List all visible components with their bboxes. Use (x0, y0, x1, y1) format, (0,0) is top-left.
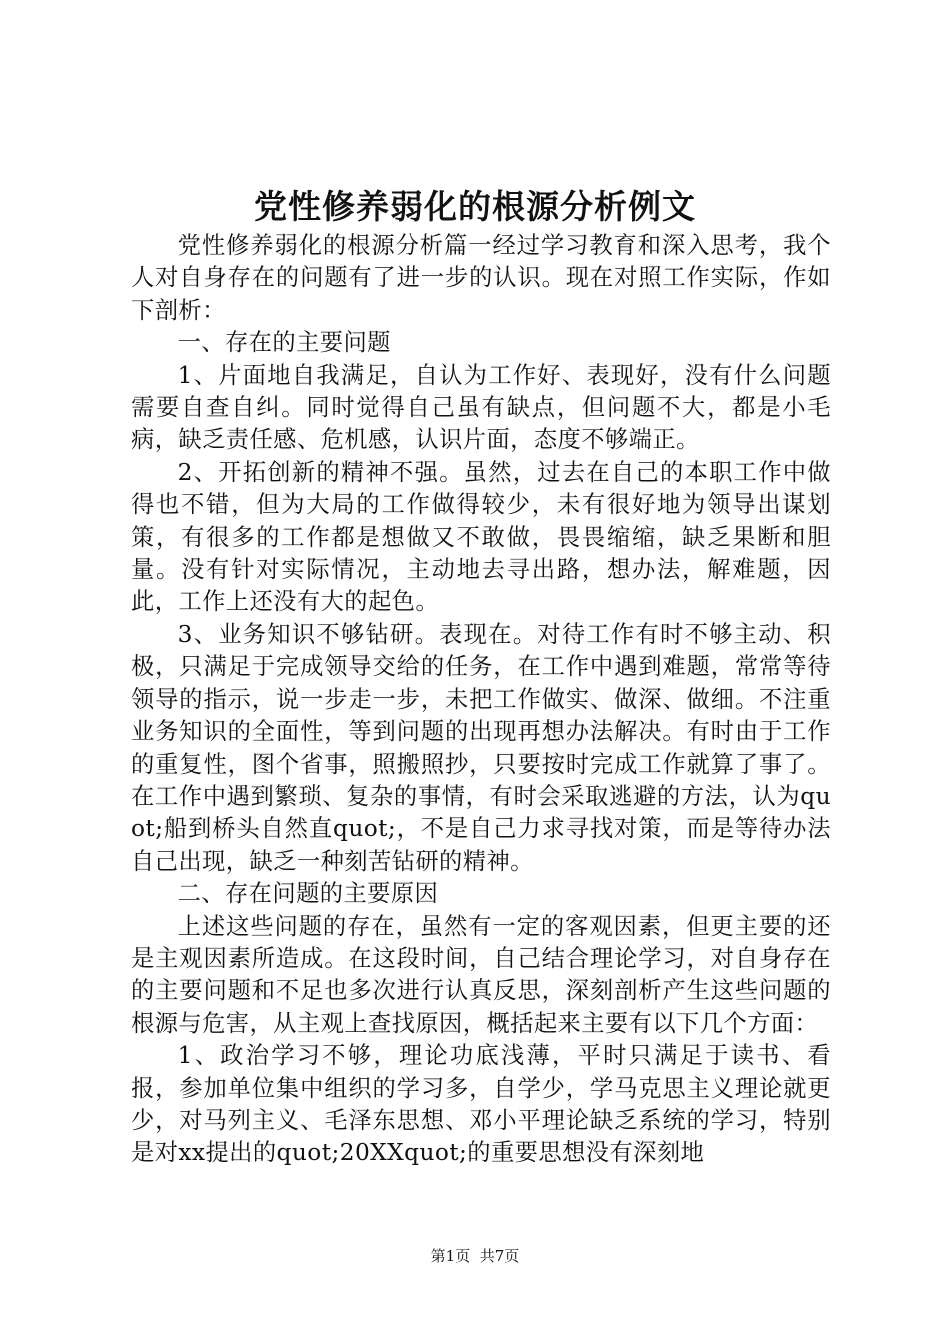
page-total: 共7页 (479, 1247, 520, 1265)
paragraph-intro: 党性修养弱化的根源分析篇一经过学习教育和深入思考，我个人对自身存在的问题有了进一步的认识。现在对照工作实际，作如下剖析： (131, 232, 831, 324)
paragraph-cause-1: 1、政治学习不够，理论功底浅薄，平时只满足于读书、看报，参加单位集中组织的学习多，自学少，学马克思主义理论就更少，对马列主义、毛泽东思想、邓小平理论缺乏系统的学习，特别是对xx提出的quot;20XXquot;的重要思想没有深刻地 (131, 1042, 831, 1167)
document-body (131, 230, 831, 1170)
section-heading-problems: 一、存在的主要问题 (177, 329, 391, 357)
footer-spacer (470, 1247, 480, 1265)
paragraph-problem-2: 2、开拓创新的精神不强。虽然，过去在自己的本职工作中做得也不错，但为大局的工作做得较少，未有很好地为领导出谋划策，有很多的工作都是想做又不敢做，畏畏缩缩，缺乏果断和胆量。没有针对实际情况，主动地去寻出路，想办法，解难题，因此，工作上还没有大的起色。 (131, 458, 831, 616)
paragraph-problem-1: 1、片面地自我满足，自认为工作好、表现好，没有什么问题需要自查自纠。同时觉得自己虽有缺点，但问题不大，都是小毛病，缺乏责任感、危机感，认识片面，态度不够端正。 (131, 361, 831, 454)
section-heading-causes: 二、存在问题的主要原因 (177, 880, 439, 908)
paragraph-problem-3: 3、业务知识不够钻研。表现在。对待工作有时不够主动、积极，只满足于完成领导交给的任务，在工作中遇到难题，常常等待领导的指示，说一步走一步，未把工作做实、做深、做细。不注重业务知识的全面性，等到问题的出现再想办法解决。有时由于工作的重复性，图个省事，照搬照抄，只要按时完成工作就算了事了。在工作中遇到繁琐、复杂的事情，有时会采取逃避的方法，认为quot;船到桥头自然直quot;，不是自己力求寻找对策，而是等待办法自己出现，缺乏一种刻苦钻研的精神。 (131, 620, 831, 875)
page-number: 第1页 (430, 1247, 471, 1265)
page-footer (0, 1244, 950, 1268)
paragraph-causes-intro: 上述这些问题的存在，虽然有一定的客观因素，但更主要的还是主观因素所造成。在这段时间，自己结合理论学习，对自身存在的主要问题和不足也多次进行认真反思，深刻剖析产生这些问题的根源与危害，从主观上查找原因，概括起来主要有以下几个方面： (131, 912, 831, 1037)
document-title: 党性修养弱化的根源分析例文 (254, 187, 696, 226)
